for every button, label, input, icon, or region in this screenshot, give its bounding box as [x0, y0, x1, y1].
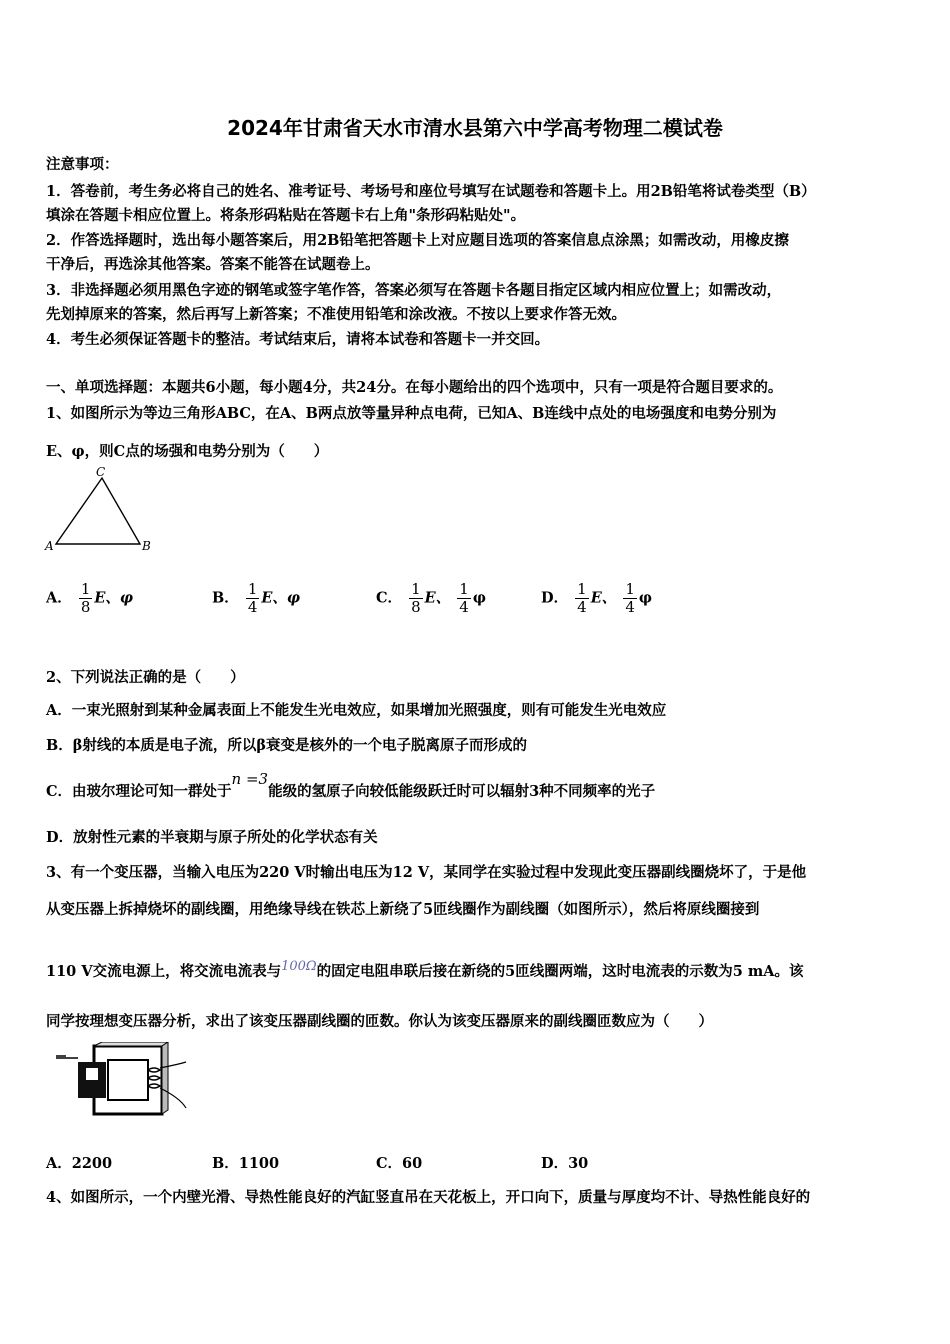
stem-text: 的固定电阻串联后接在新绕的5匝线圈两端，这时电流表的示数为5 mA。该 [316, 963, 804, 980]
q3-stem-line1: 3、有一个变压器，当输入电压为220 V时输出电压为12 V，某同学在实验过程中发现此变压器副线圈烧坏了，于是他 [46, 864, 807, 881]
q3-stem-line4: 同学按理想变压器分析，求出了该变压器副线圈的匝数。你认为该变压器原来的副线圈匝数应为（ ） [46, 1013, 713, 1030]
fraction: $\frac{1}{4}$ [247, 580, 258, 616]
q1-option-b[interactable] [212, 581, 300, 616]
fraction: $\frac{1}{8}$ [411, 580, 421, 616]
notice-line: 填涂在答题卡相应位置上。将条形码粘贴在答题卡右上角"条形码粘贴处"。 [46, 207, 526, 224]
option-text: φ [638, 589, 652, 607]
q3-option-c[interactable]: C．60 [376, 1155, 423, 1172]
resistance-value: 100Ω [281, 959, 317, 974]
section-heading: 一、单项选择题：本题共6小题，每小题4分，共24分。在每小题给出的四个选项中，只有一项是符合题目要求的。 [46, 379, 783, 396]
q2-stem: 2、下列说法正确的是（ ） [46, 669, 245, 686]
q2-option-a[interactable]: A．一束光照射到某种金属表面上不能发生光电效应，如果增加光照强度，则有可能发生光电效应 [46, 702, 667, 719]
q3-option-b[interactable]: B．1100 [212, 1155, 280, 1172]
vertex-label-a: A [45, 539, 54, 553]
triangle-abc [56, 478, 140, 544]
notice-heading: 注意事项： [46, 156, 119, 173]
q1-stem-line2: E、φ，则C点的场强和电势分别为（ ） [46, 443, 329, 460]
notice-line: 4．考生必须保证答题卡的整洁。考试结束后，请将本试卷和答题卡一并交回。 [46, 331, 550, 348]
q2-option-d[interactable]: D．放射性元素的半衰期与原子所处的化学状态有关 [46, 829, 378, 846]
option-letter: C． [376, 589, 403, 607]
vertex-label-c: C [96, 466, 106, 479]
notice-line: 干净后，再选涂其他答案。答案不能答在试题卷上。 [46, 256, 380, 273]
q1-option-d[interactable] [541, 581, 652, 616]
q1-option-c[interactable] [376, 581, 486, 616]
fraction: $\frac{1}{8}$ [80, 580, 91, 616]
notice-line: 先划掉原来的答案，然后再写上新答案；不准使用铅笔和涂改液。不按以上要求作答无效。 [46, 306, 626, 323]
vertex-label-b: B [142, 539, 151, 553]
q1-stem-line1: 1、如图所示为等边三角形ABC，在A、B两点放等量异种点电荷，已知A、B连线中点处的电场强度和电势分别为 [46, 405, 777, 422]
option-text: E、φ [94, 589, 134, 607]
option-text: E、φ [261, 589, 301, 607]
option-text: φ [472, 589, 486, 607]
q2-option-b[interactable]: B．β射线的本质是电子流，所以β衰变是核外的一个电子脱离原子而形成的 [46, 737, 528, 754]
transformer-figure [56, 1042, 188, 1118]
fraction: $\frac{1}{4}$ [459, 580, 469, 616]
option-letter: A． [46, 589, 72, 607]
q3-stem-line2: 从变压器上拆掉烧坏的副线圈，用绝缘导线在铁芯上新绕了5匝线圈作为副线圈（如图所示），然后将原线圈接到 [46, 901, 760, 918]
q2-option-c[interactable] [46, 770, 656, 801]
q4-stem-line1: 4、如图所示，一个内壁光滑、导热性能良好的汽缸竖直吊在天花板上，开口向下，质量与厚度均不计、导热性能良好的 [46, 1189, 811, 1206]
fraction: $\frac{1}{4}$ [577, 580, 587, 616]
math-n-equals-3: n =3 [231, 770, 269, 788]
option-letter: B． [212, 589, 239, 607]
option-text: E、 [590, 589, 617, 607]
q3-stem-line3 [46, 960, 804, 981]
notice-line: 2．作答选择题时，选出每小题答案后，用2B铅笔把答题卡上对应题目选项的答案信息点涂黑；如需改动，用橡皮擦 [46, 232, 789, 249]
q1-triangle-figure [44, 466, 154, 556]
q3-option-d[interactable]: D．30 [541, 1155, 589, 1172]
q1-option-a[interactable] [46, 581, 133, 616]
option-letter: D． [541, 589, 569, 607]
stem-text: 110 V交流电源上，将交流电流表与 [46, 963, 282, 980]
option-text: C．由玻尔理论可知一群处于 [46, 783, 232, 800]
option-text: E、 [424, 589, 451, 607]
page-title: 2024年甘肃省天水市清水县第六中学高考物理二模试卷 [227, 116, 723, 140]
q3-option-a[interactable]: A．2200 [46, 1155, 113, 1172]
option-text: 能级的氢原子向较低能级跃迁时可以辐射3种不同频率的光子 [268, 783, 656, 800]
notice-line: 3．非选择题必须用黑色字迹的钢笔或签字笔作答，答案必须写在答题卡各题目指定区域内相应位置上；如需改动， [46, 282, 782, 299]
fraction: $\frac{1}{4}$ [625, 580, 635, 616]
notice-line: 1．答卷前，考生务必将自己的姓名、准考证号、考场号和座位号填写在试题卷和答题卡上。用2B铅笔将试卷类型（B） [46, 183, 816, 200]
